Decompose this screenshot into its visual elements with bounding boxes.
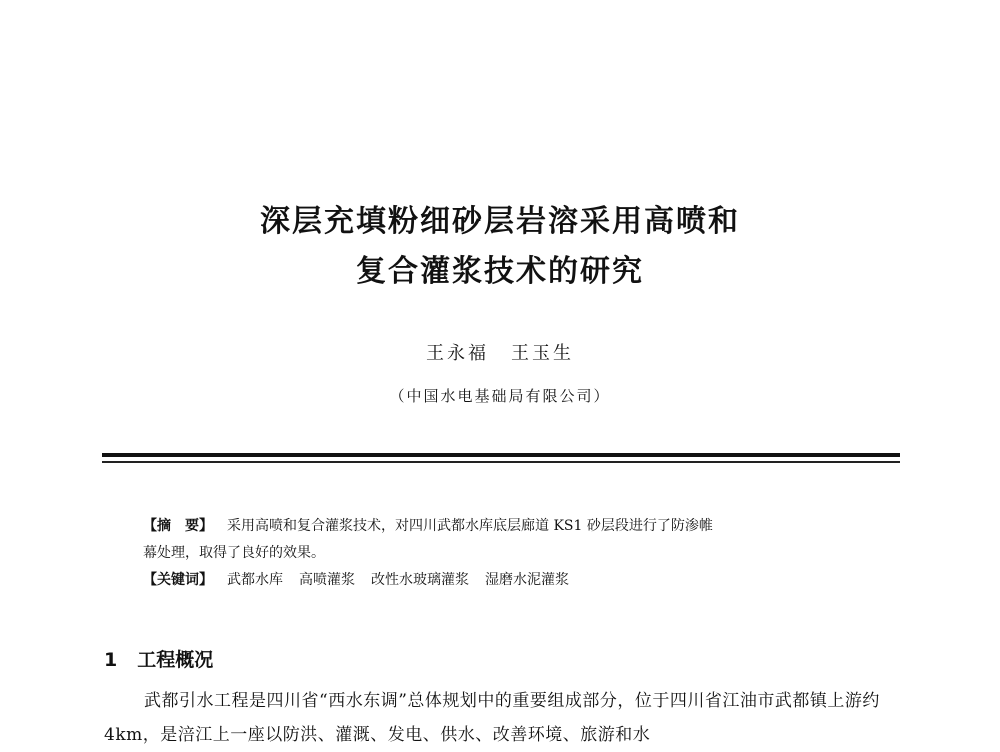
author-list [0,339,1000,365]
abstract-line [143,540,873,567]
keywords-label: 【关键词】 [143,572,213,588]
abstract-text: 幕处理，取得了良好的效果。 [143,545,325,561]
author-name: 王玉生 [511,343,574,364]
keyword: 武都水库 [227,572,283,588]
abstract-text: 采用高喷和复合灌浆技术，对四川武都水库底层廊道 KS1 砂层段进行了防渗帷 [227,518,713,534]
body-paragraph: 武都引水工程是四川省“西水东调”总体规划中的重要组成部分，位于四川省江油市武都镇上游约 4km，是涪江上一座以防洪、灌溉、发电、供水、改善环境、旅游和水 [104,691,880,745]
keyword: 湿磨水泥灌浆 [485,572,569,588]
affiliation: （中国水电基础局有限公司） [389,387,611,405]
header-divider-thick [102,453,900,457]
section-number: 1 [104,649,118,671]
keywords-line [143,567,873,594]
paper-title-line-2: 复合灌浆技术的研究 [356,254,644,289]
header-divider-thin [102,461,900,463]
abstract-line [143,513,873,540]
abstract-label: 【摘 要】 [143,518,213,534]
abstract-block [143,513,873,594]
paper-title-line-1: 深层充填粉细砂层岩溶采用高喷和 [260,204,740,239]
section-heading [104,645,213,672]
author-name: 王永福 [426,343,489,364]
keyword: 改性水玻璃灌浆 [371,572,469,588]
keyword: 高喷灌浆 [299,572,355,588]
section-title: 工程概况 [137,649,214,671]
